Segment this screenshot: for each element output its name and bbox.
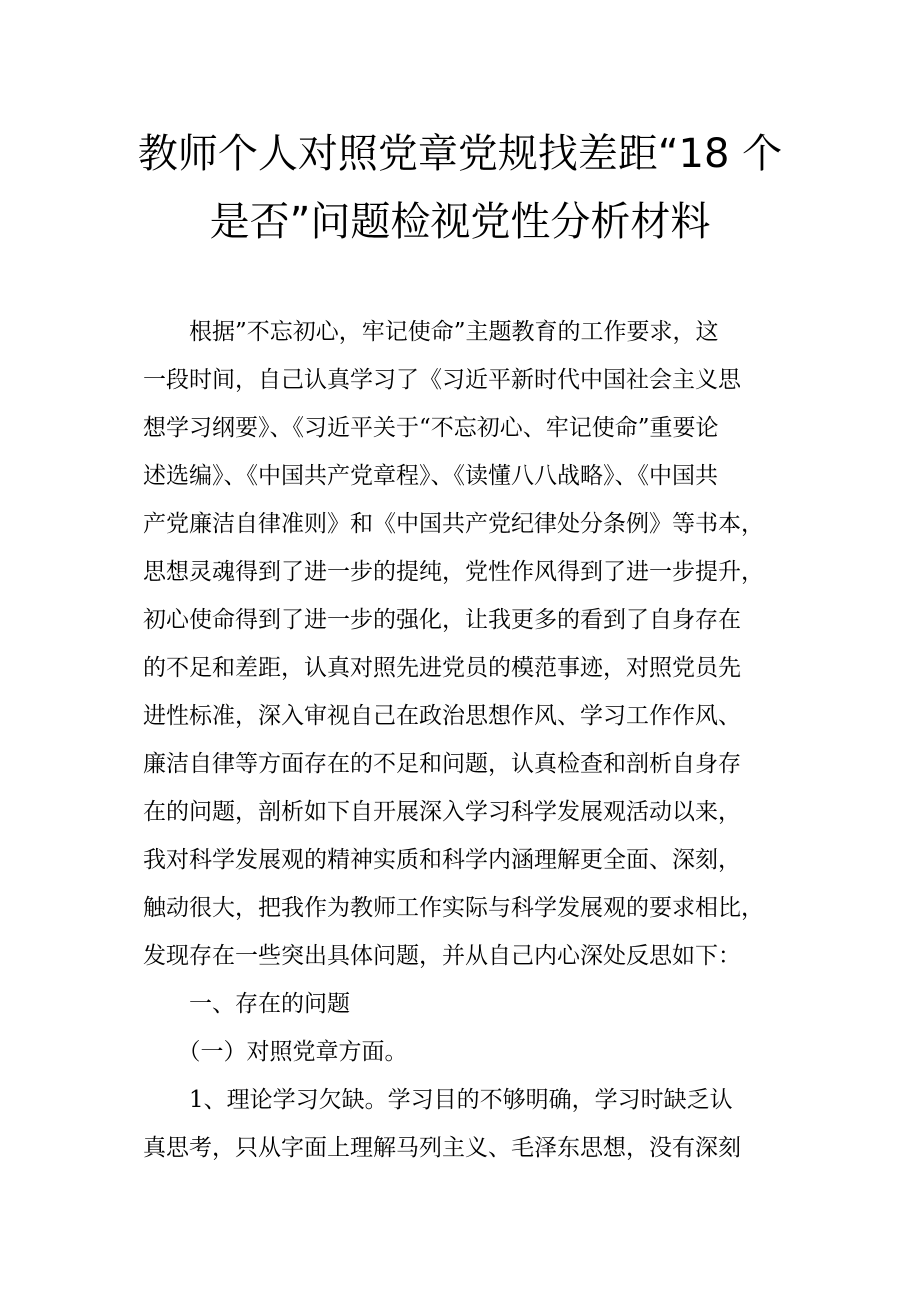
section-heading: 一、存在的问题 <box>143 991 350 1017</box>
body-line: 真思考，只从字面上理解马列主义、毛泽东思想，没有深刻 <box>143 1135 741 1161</box>
document-body <box>143 308 783 1172</box>
body-line: 在的问题，剖析如下自开展深入学习科学发展观活动以来， <box>143 799 741 825</box>
body-line: 我对科学发展观的精神实质和科学内涵理解更全面、深刻， <box>143 847 741 873</box>
body-line: 初心使命得到了进一步的强化，让我更多的看到了自身存在 <box>143 607 741 633</box>
body-line: 思想灵魂得到了进一步的提纯，党性作风得到了进一步提升， <box>143 559 764 585</box>
document-title <box>120 120 800 256</box>
body-line: 进性标准，深入审视自己在政治思想作风、学习工作作风、 <box>143 703 741 729</box>
body-line: 的不足和差距，认真对照先进党员的模范事迹，对照党员先 <box>143 655 741 681</box>
body-line: 一段时间，自己认真学习了《习近平新时代中国社会主义思 <box>143 367 741 393</box>
title-line-2: 是否”问题检视党性分析材料 <box>209 199 711 245</box>
title-line-1: 教师个人对照党章党规找差距“18 个 <box>137 131 783 177</box>
body-line: 产党廉洁自律准则》和《中国共产党纪律处分条例》等书本， <box>143 511 764 537</box>
body-line: 述选编》、《中国共产党章程》、《读懂八八战略》、《中国共 <box>143 463 718 489</box>
body-line: 根据”不忘初心，牢记使命”主题教育的工作要求，这 <box>143 319 719 345</box>
body-line: 发现存在一些突出具体问题，并从自己内心深处反思如下： <box>143 943 741 969</box>
body-line: 1、理论学习欠缺。学习目的不够明确，学习时缺乏认 <box>143 1087 733 1113</box>
body-line: 想学习纲要》、《习近平关于“不忘初心、牢记使命”重要论 <box>143 415 719 441</box>
subsection-heading: （一）对照党章方面。 <box>143 1039 408 1065</box>
body-line: 廉洁自律等方面存在的不足和问题，认真检查和剖析自身存 <box>143 751 741 777</box>
body-line: 触动很大，把我作为教师工作实际与科学发展观的要求相比， <box>143 895 764 921</box>
